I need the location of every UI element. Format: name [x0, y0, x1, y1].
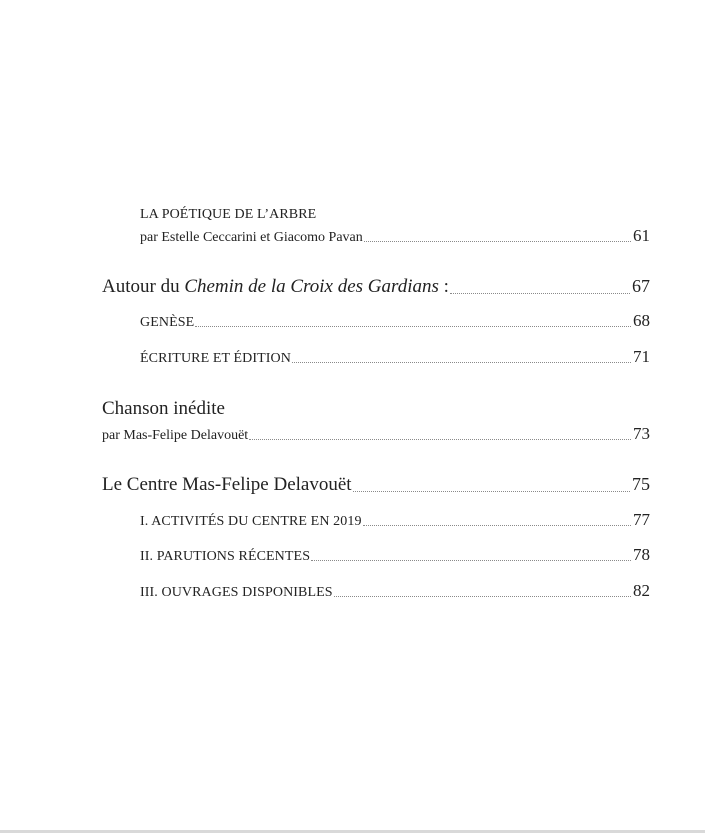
toc-entry-title-suffix: : [438, 276, 449, 297]
toc-page-number: 68 [633, 311, 650, 330]
toc-page-number: 67 [632, 276, 650, 296]
dot-leader [353, 490, 630, 492]
toc-entry-title-italic: Chemin de la Croix des Gardians [184, 276, 439, 297]
toc-page-number: 82 [633, 581, 650, 600]
dot-leader [364, 240, 631, 242]
toc-page-number: 61 [633, 226, 650, 245]
dot-leader [195, 325, 631, 327]
toc-page-number: 78 [633, 545, 650, 564]
toc-entry-title: II. PARUTIONS RÉCENTES [140, 549, 311, 564]
dot-leader [249, 438, 631, 440]
toc-entry-title: GENÈSE [140, 315, 195, 330]
dot-leader [311, 559, 631, 561]
toc-page-number: 75 [632, 474, 650, 494]
toc-entry-title: Le Centre Mas-Felipe Delavouët [102, 474, 352, 495]
dot-leader [363, 524, 631, 526]
toc-entry-author: par Estelle Ceccarini et Giacomo Pavan [140, 230, 363, 245]
toc-entry-title: III. OUVRAGES DISPONIBLES [140, 585, 333, 600]
toc-entry-title-prefix: Autour du [102, 276, 185, 297]
dot-leader [450, 292, 630, 294]
dot-leader [292, 361, 631, 363]
toc-entry-title: I. ACTIVITÉS DU CENTRE EN 2019 [140, 514, 362, 529]
toc-entry-title: ÉCRITURE ET ÉDITION [140, 351, 291, 366]
toc-page-number: 77 [633, 510, 650, 529]
toc-entry-title: LA POÉTIQUE DE L’ARBRE [140, 207, 317, 222]
toc-page-number: 71 [633, 347, 650, 366]
toc-page-number: 73 [633, 424, 650, 443]
toc-entry-title: Chanson inédite [102, 398, 225, 419]
dot-leader [334, 595, 631, 597]
toc-entry-author: par Mas-Felipe Delavouët [102, 428, 249, 443]
